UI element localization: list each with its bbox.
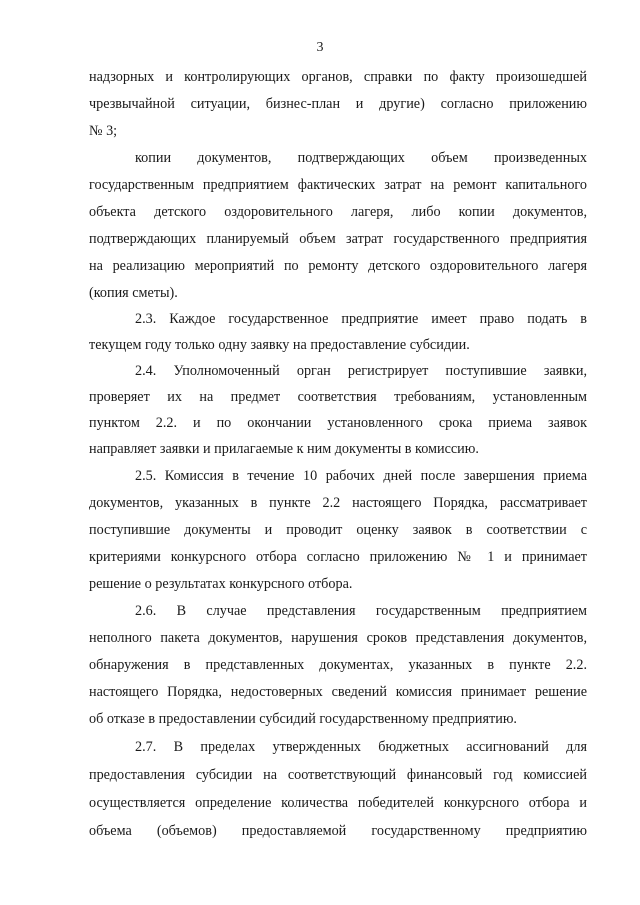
text-line: осуществляется определение количества победителей конкурсного отбора и (89, 795, 587, 811)
text-line: 2.7. В пределах утвержденных бюджетных ассигнований для (135, 739, 587, 755)
text-line: 2.4. Уполномоченный орган регистрирует поступившие заявки, (135, 363, 587, 379)
text-line: документов, указанных в пункте 2.2 настоящего Порядка, рассматривает (89, 495, 587, 511)
text-line: (копия сметы). (89, 285, 178, 301)
text-line: решение о результатах конкурсного отбора. (89, 576, 353, 592)
text-line: пунктом 2.2. и по окончании установленного срока приема заявок (89, 415, 587, 431)
text-line: копии документов, подтверждающих объем произведенных (135, 150, 587, 166)
text-line: объема (объемов) предоставляемой государственному предприятию (89, 823, 587, 839)
page-number: 3 (316, 40, 324, 55)
text-line: критериями конкурсного отбора согласно приложению № 1 и принимает (89, 549, 587, 565)
text-line: № 3; (89, 123, 118, 139)
text-line: чрезвычайной ситуации, бизнес-план и другие) согласно приложению (89, 96, 587, 112)
text-line: 2.5. Комиссия в течение 10 рабочих дней после завершения приема (135, 468, 587, 484)
text-line: подтверждающих планируемый объем затрат государственного предприятия (89, 231, 587, 247)
text-line: 2.6. В случае представления государственным предприятием (135, 603, 587, 619)
text-line: надзорных и контролирующих органов, справки по факту произошедшей (89, 69, 587, 85)
text-line: об отказе в предоставлении субсидий государственному предприятию. (89, 711, 517, 727)
text-line: государственным предприятием фактических затрат на ремонт капитального (89, 177, 587, 193)
text-line: проверяет их на предмет соответствия требованиям, установленным (89, 389, 587, 405)
text-line: текущем году только одну заявку на предоставление субсидии. (89, 337, 470, 353)
text-line: поступившие документы и проводит оценку заявок в соответствии с (89, 522, 587, 538)
text-line: неполного пакета документов, нарушения сроков представления документов, (89, 630, 587, 646)
text-line: предоставления субсидии на соответствующий финансовый год комиссией (89, 767, 587, 783)
text-line: на реализацию мероприятий по ремонту детского оздоровительного лагеря (89, 258, 587, 274)
text-line: 2.3. Каждое государственное предприятие имеет право подать в (135, 311, 587, 327)
text-line: настоящего Порядка, недостоверных сведений комиссия принимает решение (89, 684, 587, 700)
text-line: объекта детского оздоровительного лагеря, либо копии документов, (89, 204, 587, 220)
text-line: направляет заявки и прилагаемые к ним документы в комиссию. (89, 441, 479, 457)
text-line: обнаружения в представленных документах, указанных в пункте 2.2. (89, 657, 587, 673)
